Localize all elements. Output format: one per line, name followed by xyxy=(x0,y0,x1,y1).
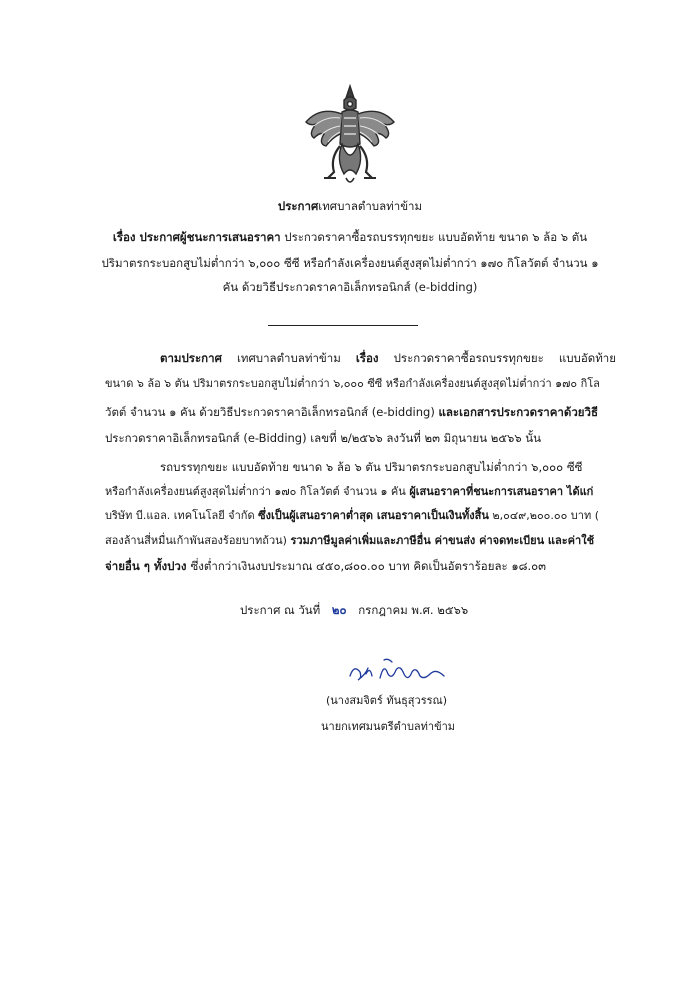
paragraph-2-line-3 xyxy=(105,508,599,524)
date-day: ๒๐ xyxy=(331,603,347,617)
p1-org: เทศบาลตำบลท่าข้าม xyxy=(236,351,341,365)
p1-according-label: ตามประกาศ xyxy=(160,351,222,365)
p1-bidding-docs: และเอกสารประกวดราคาด้วยวิธี xyxy=(438,405,599,419)
subject-line-1-text: ประกวดราคาซื้อรถบรรทุกขยะ แบบอัดท้าย ขนาด ๖ ล้อ ๖ ตัน xyxy=(280,230,588,244)
paragraph-1-line-2: ขนาด ๖ ล้อ ๖ ตัน ปริมาตรกระบอกสูบไม่ต่ำกว่า ๖,๐๐๐ ซีซี หรือกำลังเครื่องยนต์สูงสุดไม่ต่ำกว่า ๑๗๐ กิโล xyxy=(105,377,600,390)
signer-title: นายกเทศมนตรีตำบลท่าข้าม xyxy=(321,720,456,733)
p1-item: ประกวดราคาซื้อรถบรรทุกขยะ xyxy=(393,351,544,365)
paragraph-2-line-5 xyxy=(105,558,546,574)
subject-line-1 xyxy=(0,229,700,245)
paragraph-1-line-3 xyxy=(105,404,598,420)
date-prefix: ประกาศ ณ วันที่ xyxy=(240,603,321,617)
signer-name: (นางสมจิตร์ ทันธุสุวรรณ) xyxy=(326,694,448,707)
p1-subject-label: เรื่อง xyxy=(355,351,379,365)
p2-amount-words: สองล้านสี่หมื่นเก้าพันสองร้อยบาทถ้วน) xyxy=(105,534,291,547)
p2-lowest-bid: ซึ่งเป็นผู้เสนอราคาต่ำสุด เสนอราคาเป็นเงินทั้งสิ้น xyxy=(258,509,489,522)
p2-winner-label: ผู้เสนอราคาที่ชนะการเสนอราคา ได้แก่ xyxy=(409,485,594,498)
p1-item-type: แบบอัดท้าย xyxy=(558,351,616,365)
paragraph-1-line-1 xyxy=(160,350,616,366)
subject-line-3: คัน ด้วยวิธีประกวดราคาอิเล็กทรอนิกส์ (e-bidding) xyxy=(222,280,478,294)
announcement-org: เทศบาลตำบลท่าข้าม xyxy=(318,199,423,213)
p2-other-costs: จ่ายอื่น ๆ ทั้งปวง xyxy=(105,559,191,573)
p2-inclusions: รวมภาษีมูลค่าเพิ่มและภาษีอื่น ค่าขนส่ง ค่าจดทะเบียน และค่าใช้ xyxy=(290,534,595,547)
p2-amount: ๒,๐๔๙,๒๐๐.๐๐ บาท ( xyxy=(488,509,600,522)
subject-line-2: ปริมาตรกระบอกสูบไม่ต่ำกว่า ๖,๐๐๐ ซีซี หรือกำลังเครื่องยนต์สูงสุดไม่ต่ำกว่า ๑๗๐ กิโลวัตต์ จำนวน ๑ xyxy=(101,256,599,270)
divider-rule xyxy=(268,325,418,326)
subject-label: เรื่อง ประกาศผู้ชนะการเสนอราคา xyxy=(112,230,281,244)
paragraph-1-line-4: ประกวดราคาอิเล็กทรอนิกส์ (e-Bidding) เลขที่ ๒/๒๕๖๖ ลงวันที่ ๒๓ มิถุนายน ๒๕๖๖ นั้น xyxy=(105,431,542,445)
paragraph-2-line-1: รถบรรทุกขยะ แบบอัดท้าย ขนาด ๖ ล้อ ๖ ตัน ปริมาตรกระบอกสูบไม่ต่ำกว่า ๖,๐๐๐ ซีซี xyxy=(160,460,583,474)
announcement-date xyxy=(240,602,468,618)
date-month-year: กรกฎาคม พ.ศ. ๒๕๖๖ xyxy=(358,603,469,617)
announcement-heading xyxy=(0,198,700,214)
p1-line-3-text: วัตต์ จำนวน ๑ คัน ด้วยวิธีประกวดราคาอิเล็กทรอนิกส์ (e-bidding) xyxy=(105,405,439,419)
p2-budget-comparison: ซึ่งต่ำกว่าเงินงบประมาณ ๔๕๐,๘๐๐.๐๐ บาท คิดเป็นอัตราร้อยละ ๑๘.๐๓ xyxy=(190,559,547,573)
paragraph-2-line-2 xyxy=(105,484,593,500)
paragraph-2-line-4 xyxy=(105,533,594,549)
p2-line-2-text: หรือกำลังเครื่องยนต์สูงสุดไม่ต่ำกว่า ๑๗๐ กิโลวัตต์ จำนวน ๑ คัน xyxy=(105,485,410,498)
announcement-label: ประกาศ xyxy=(277,199,319,213)
p2-company: บริษัท บี.แอล. เทคโนโลยี จำกัด xyxy=(105,509,259,522)
garuda-emblem-icon xyxy=(300,82,400,192)
handwritten-signature xyxy=(340,656,460,688)
